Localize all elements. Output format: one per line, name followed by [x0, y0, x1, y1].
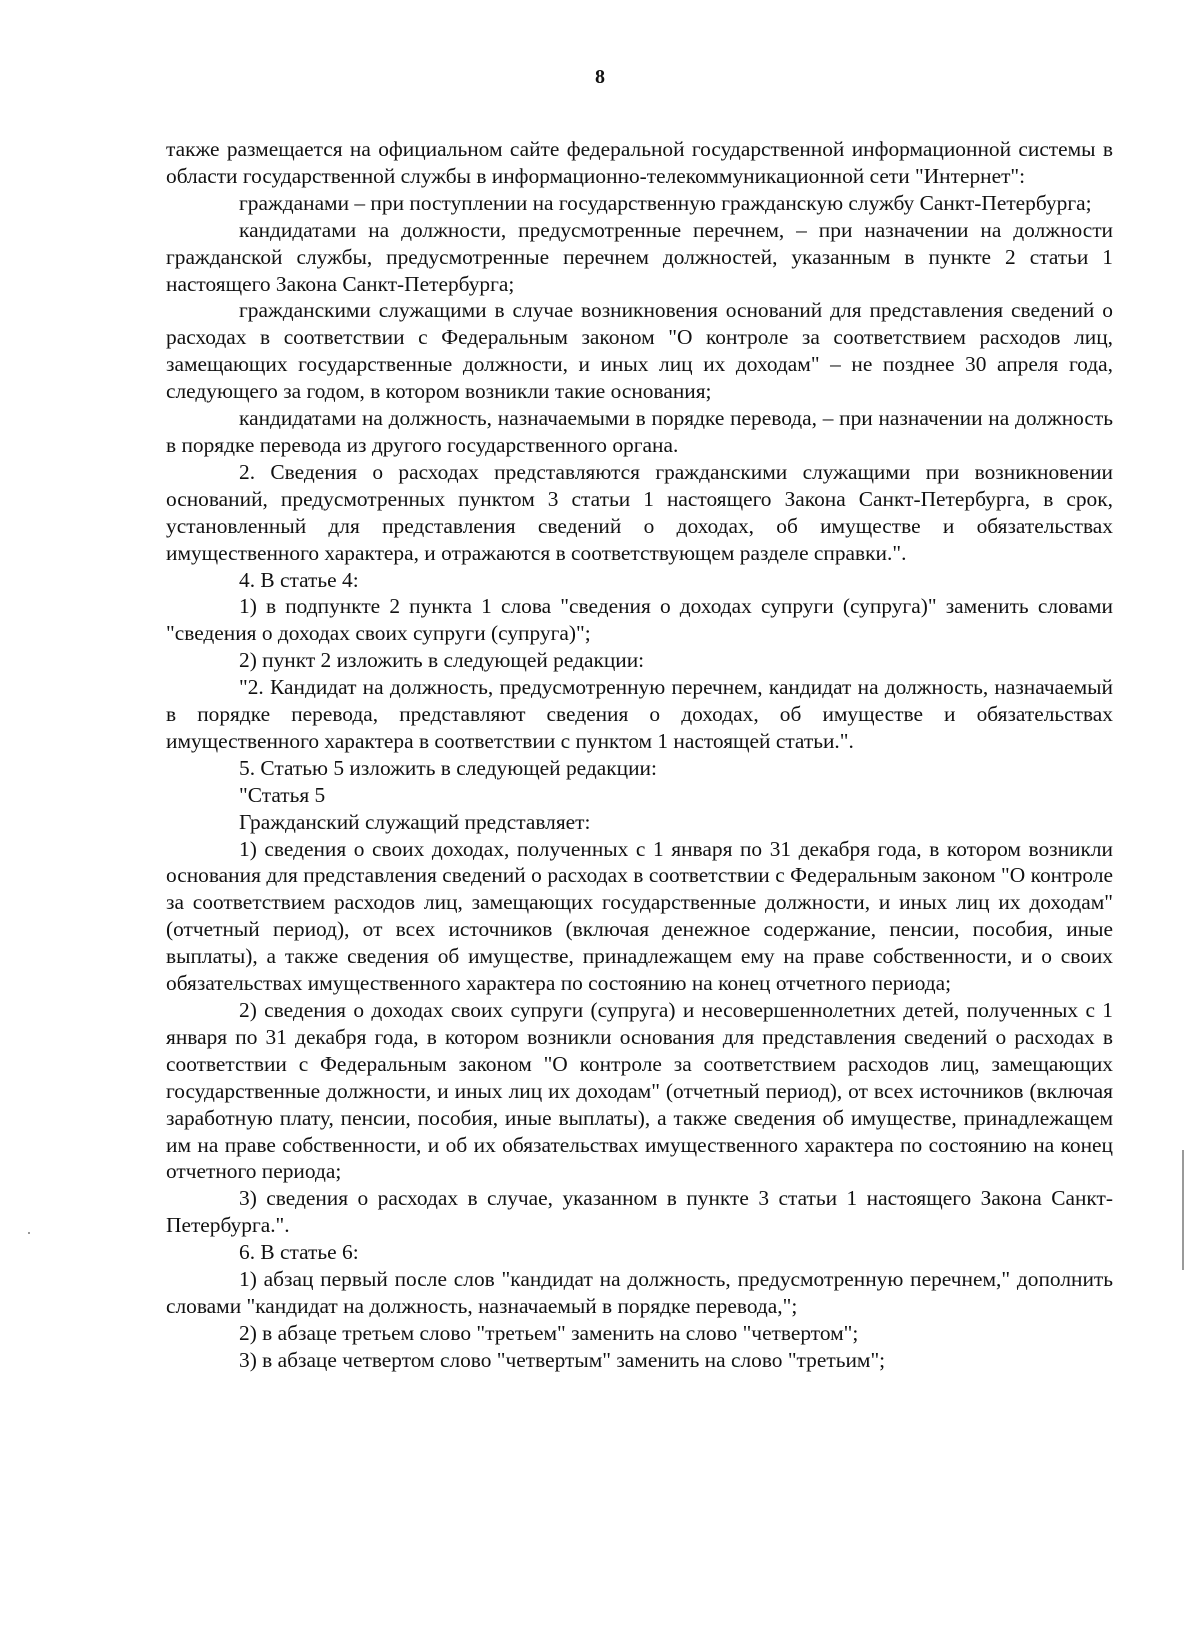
- paragraph: 2) сведения о доходах своих супруги (супруга) и несовершеннолетних детей, полученных с 1 января по 31 декабря года, в котором возникли основания для представления сведений о расходах в соответствии с Федеральным законом "О контроле за соответствием расходов лиц, замещающих государственные должности, и иных лиц их доходам" (отчетный период), от всех источников (включая заработную плату, пенсии, пособия, иные выплаты), а также сведения об имуществе, принадлежащем им на праве собственности, и об их обязательствах имущественного характера по состоянию на конец отчетного периода;: [166, 998, 1113, 1184]
- scan-speck: [28, 1232, 30, 1234]
- paragraph: 1) сведения о своих доходах, полученных с 1 января по 31 декабря года, в котором возникли основания для представления сведений о расходах в соответствии с Федеральным законом "О контроле за соответствием расходов лиц, замещающих государственные должности, и иных лиц их доходам" (отчетный период), от всех источников (включая денежное содержание, пенсии, пособия, иные выплаты), а также сведения об имуществе, принадлежащем ему на праве собственности, и о своих обязательствах имущественного характера по состоянию на конец отчетного периода;: [166, 836, 1113, 996]
- paragraph: 1) в подпункте 2 пункта 1 слова "сведения о доходах супруги (супруга)" заменить словами "сведения о доходах своих супруги (супруга)";: [166, 594, 1113, 646]
- paragraph: 6. В статье 6:: [239, 1240, 359, 1265]
- paragraph: "2. Кандидат на должность, предусмотренную перечнем, кандидат на должность, назначаемый в порядке перевода, представляют сведения о доходах, об имуществе и обязательствах имущественного характера в соответствии с пунктом 1 настоящей статьи.".: [166, 675, 1113, 753]
- paragraph: 2) пункт 2 изложить в следующей редакции:: [239, 648, 645, 673]
- paragraph: также размещается на официальном сайте федеральной государственной информационной системы в области государственной службы в информационно-телекоммуникационной сети "Интернет":: [166, 137, 1113, 188]
- paragraph: 5. Статью 5 изложить в следующей редакции:: [239, 755, 657, 780]
- paragraph: гражданскими служащими в случае возникновения оснований для представления сведений о расходах в соответствии с Федеральным законом "О контроле за соответствием расходов лиц, замещающих государственные должности, и иных лиц их доходам" – не позднее 30 апреля года, следующего за годом, в котором возникли такие основания;: [166, 298, 1113, 404]
- paragraph: 3) в абзаце четвертом слово "четвертым" заменить на слово "третьим";: [239, 1347, 886, 1372]
- paragraph: 4. В статье 4:: [239, 567, 359, 592]
- paragraph: кандидатами на должности, предусмотренные перечнем, – при назначении на должности гражданской службы, предусмотренные перечнем должностей, указанным в пункте 2 статьи 1 настоящего Закона Санкт-Петербурга;: [166, 217, 1113, 296]
- paragraph: 3) сведения о расходах в случае, указанном в пункте 3 статьи 1 настоящего Закона Санкт-Петербурга.".: [166, 1186, 1113, 1238]
- paragraph: "Статья 5: [239, 782, 326, 807]
- paragraph: кандидатами на должность, назначаемыми в порядке перевода, – при назначении на должность в порядке перевода из другого государственного органа.: [166, 406, 1113, 457]
- page-number: 8: [595, 66, 605, 88]
- paragraph: гражданами – при поступлении на государственную гражданскую службу Санкт-Петербурга;: [239, 190, 1092, 215]
- paragraph: 2. Сведения о расходах представляются гражданскими служащими при возникновении оснований, предусмотренных пунктом 3 статьи 1 настоящего Закона Санкт-Петербурга, в срок, установленный для представления сведений о доходах, об имуществе и обязательствах имущественного характера, и отражаются в соответствующем разделе справки.".: [166, 459, 1113, 565]
- paragraph: 2) в абзаце третьем слово "третьем" заменить на слово "четвертом";: [239, 1320, 859, 1345]
- scan-edge-mark: [1182, 1150, 1184, 1270]
- paragraph: 1) абзац первый после слов "кандидат на должность, предусмотренную перечнем," дополнить словами "кандидат на должность, назначаемый в порядке перевода,";: [166, 1267, 1113, 1318]
- paragraph: Гражданский служащий представляет:: [239, 809, 591, 834]
- document-body: [166, 136, 1113, 1374]
